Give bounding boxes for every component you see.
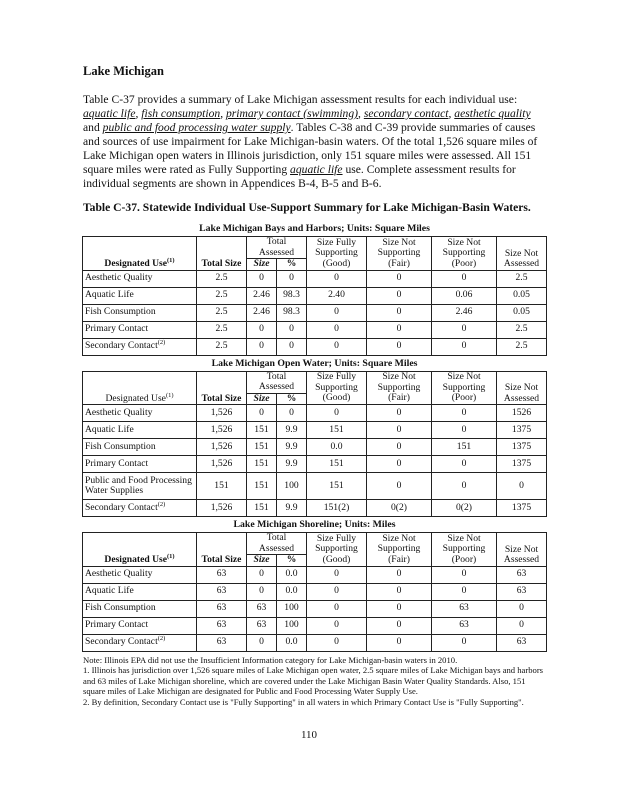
value-cell: 0 [432, 422, 497, 439]
value-cell: 0 [247, 634, 277, 651]
table-row [83, 304, 547, 321]
table-caption: Table C-37. Statewide Individual Use-Support Summary for Lake Michigan-Basin Waters. [83, 201, 531, 214]
table-title: Lake Michigan Bays and Harbors; Units: Square Miles [83, 221, 547, 237]
page-number: 110 [300, 729, 318, 742]
value-cell: 0.0 [277, 634, 307, 651]
intro-paragraph: Table C-37 provides a summary of Lake Michigan assessment results for each individual use: aquatic life, fish consumption, primary contact (swimming), secondary contact, aesthetic quality and public and food processing water supply. Tables C-38 and C-39 provide summaries of causes and sources of use impairment for Lake Michigan-basin waters. Of the total 1,526 square miles of Lake Michigan open waters in Illinois jurisdiction, only 151 square miles were assessed. All 151 square miles were rated as Fully Supporting aquatic life use. Complete assessment results for individual segments are shown in Appendices B-4, B-5 and B-6. [83, 93, 538, 190]
value-cell: 151 [307, 422, 367, 439]
col-total-size: Total Size [197, 371, 247, 405]
value-cell: 0.0 [307, 439, 367, 456]
value-cell: 1,526 [197, 439, 247, 456]
value-cell: 0(2) [367, 500, 432, 517]
table-row [83, 270, 547, 287]
col-fully-supporting: Size Fully Supporting (Good) [307, 533, 367, 567]
value-cell: 63 [432, 600, 497, 617]
use-name: Fish Consumption [85, 306, 156, 318]
col-designated-use [83, 237, 197, 271]
value-cell: 2.46 [432, 304, 497, 321]
col-fully-supporting: Size Fully Supporting (Good) [307, 237, 367, 271]
table-row [83, 405, 547, 422]
value-cell: 0 [307, 566, 367, 583]
col-designated-use [83, 533, 197, 567]
col-assessed-size: Size [247, 393, 277, 405]
value-cell: 1375 [497, 439, 547, 456]
value-cell: 0 [277, 405, 307, 422]
value-cell: 0 [367, 270, 432, 287]
value-cell: 63 [247, 600, 277, 617]
value-cell: 0 [367, 287, 432, 304]
footnote-ref: (2) [157, 339, 166, 347]
value-cell: 151 [307, 456, 367, 473]
value-cell: 0 [367, 566, 432, 583]
col-designated-use [83, 371, 197, 405]
col-not-supporting-fair: Size Not Supporting (Fair) [367, 533, 432, 567]
use-cell [83, 500, 197, 517]
value-cell: 151 [247, 422, 277, 439]
value-cell: 63 [197, 617, 247, 634]
value-cell: 100 [277, 600, 307, 617]
value-cell: 0.05 [497, 304, 547, 321]
value-cell: 2.5 [497, 270, 547, 287]
value-cell: 2.5 [497, 321, 547, 338]
value-cell: 0 [277, 338, 307, 355]
use-name: Aesthetic Quality [85, 272, 153, 284]
footnote-1: 1. Illinois has jurisdiction over 1,526 square miles of Lake Michigan open water, 2.5 square miles of Lake Michigan bays and harbors and 63 miles of Lake Michigan shoreline, which are covered under the Lake Michigan Basin Water Quality Standards. Also, 151 square miles of Lake Michigan are designated for Public and Food Processing Water Supply Use. [83, 665, 544, 697]
table-row [83, 439, 547, 456]
value-cell: 2.5 [197, 338, 247, 355]
use-link: fish consumption [141, 107, 221, 120]
value-cell: 63 [497, 566, 547, 583]
value-cell: 2.40 [307, 287, 367, 304]
table-row [83, 456, 547, 473]
col-total-size: Total Size [197, 237, 247, 271]
value-cell: 63 [432, 617, 497, 634]
use-cell [83, 634, 197, 651]
use-name: Secondary Contact [85, 340, 158, 352]
table-row [83, 338, 547, 355]
value-cell: 0 [432, 405, 497, 422]
col-assessed-pct: % [277, 393, 307, 405]
col-total-assessed: Total Assessed [247, 237, 307, 259]
col-not-supporting-poor: Size Not Supporting (Poor) [432, 237, 497, 271]
footnote-ref: (1) [165, 391, 174, 399]
value-cell: 0 [432, 566, 497, 583]
value-cell: 0 [307, 600, 367, 617]
table-title: Lake Michigan Open Water; Units: Square Miles [83, 356, 547, 372]
value-cell: 0 [247, 321, 277, 338]
use-cell [83, 439, 197, 456]
shoreline-table [82, 517, 547, 652]
header-text: Designated Use [105, 392, 166, 404]
value-cell: 0 [247, 566, 277, 583]
value-cell: 0 [277, 321, 307, 338]
value-cell: 98.3 [277, 287, 307, 304]
value-cell: 0 [307, 583, 367, 600]
value-cell: 0 [247, 270, 277, 287]
value-cell: 1375 [497, 500, 547, 517]
table-row [83, 566, 547, 583]
section-heading: Lake Michigan [83, 64, 164, 78]
table-row [83, 600, 547, 617]
value-cell: 0.0 [277, 566, 307, 583]
value-cell: 0 [367, 634, 432, 651]
page-content [82, 64, 548, 742]
use-name: Aquatic Life [85, 289, 134, 301]
col-not-supporting-poor: Size Not Supporting (Poor) [432, 533, 497, 567]
value-cell: 0 [367, 439, 432, 456]
value-cell: 9.9 [277, 500, 307, 517]
value-cell: 0 [497, 617, 547, 634]
table-row [83, 287, 547, 304]
use-cell [83, 405, 197, 422]
value-cell: 0 [432, 634, 497, 651]
value-cell: 0 [432, 270, 497, 287]
table-title: Lake Michigan Shoreline; Units: Miles [83, 517, 547, 533]
value-cell: 1375 [497, 422, 547, 439]
value-cell: 1,526 [197, 405, 247, 422]
value-cell: 0 [432, 583, 497, 600]
col-assessed-size: Size [247, 555, 277, 567]
table-row [83, 473, 547, 500]
value-cell: 151 [247, 456, 277, 473]
value-cell: 2.5 [197, 321, 247, 338]
value-cell: 2.5 [197, 304, 247, 321]
use-name: Aesthetic Quality [85, 568, 153, 580]
value-cell: 0(2) [432, 500, 497, 517]
footnote-2: 2. By definition, Secondary Contact use is "Fully Supporting" in all waters in which Primary Contact Use is "Fully Supporting". [83, 696, 524, 707]
table-row [83, 634, 547, 651]
col-not-assessed: Size Not Assessed [497, 533, 547, 567]
use-link: public and food processing water supply [102, 121, 291, 134]
use-link: primary contact (swimming) [225, 107, 359, 120]
open-water-table [82, 356, 547, 518]
use-cell [83, 583, 197, 600]
use-cell [83, 600, 197, 617]
value-cell: 0 [307, 270, 367, 287]
use-name: Fish Consumption [85, 602, 156, 614]
use-link: secondary contact [363, 107, 449, 120]
value-cell: 63 [497, 583, 547, 600]
table-row [83, 422, 547, 439]
use-name: Secondary Contact [85, 501, 158, 513]
value-cell: 0 [497, 600, 547, 617]
use-cell [83, 287, 197, 304]
value-cell: 0 [307, 405, 367, 422]
value-cell: 0 [432, 321, 497, 338]
bays-harbors-table [82, 221, 547, 356]
use-link: aquatic life [83, 107, 136, 120]
footnote-ref: (2) [157, 500, 166, 508]
col-assessed-pct: % [277, 555, 307, 567]
use-name: Secondary Contact [85, 636, 158, 648]
col-assessed-pct: % [277, 259, 307, 271]
value-cell: 100 [277, 473, 307, 500]
use-name: Primary Contact [85, 457, 149, 469]
value-cell: 2.46 [247, 304, 277, 321]
use-cell [83, 304, 197, 321]
value-cell: 151(2) [307, 500, 367, 517]
value-cell: 0 [367, 338, 432, 355]
use-name: Aesthetic Quality [85, 406, 153, 418]
value-cell: 0 [432, 338, 497, 355]
value-cell: 0 [367, 473, 432, 500]
value-cell: 2.5 [197, 287, 247, 304]
value-cell: 0.06 [432, 287, 497, 304]
use-cell [83, 566, 197, 583]
col-total-assessed: Total Assessed [247, 533, 307, 555]
use-cell [83, 473, 197, 500]
value-cell: 0 [367, 321, 432, 338]
value-cell: 63 [197, 583, 247, 600]
value-cell: 0 [432, 456, 497, 473]
value-cell: 1,526 [197, 422, 247, 439]
value-cell: 0 [367, 583, 432, 600]
value-cell: 0 [367, 456, 432, 473]
value-cell: 63 [197, 634, 247, 651]
value-cell: 100 [277, 617, 307, 634]
table-row [83, 500, 547, 517]
value-cell: 0 [277, 270, 307, 287]
col-total-size: Total Size [197, 533, 247, 567]
col-not-assessed: Size Not Assessed [497, 371, 547, 405]
use-name: Fish Consumption [85, 440, 156, 452]
table-row [83, 321, 547, 338]
para-text: Table C-37 provides a summary of Lake Michigan assessment results for each individual use: [83, 93, 518, 106]
value-cell: 151 [247, 439, 277, 456]
value-cell: 1,526 [197, 456, 247, 473]
table-row [83, 583, 547, 600]
value-cell: 63 [247, 617, 277, 634]
value-cell: 0 [432, 473, 497, 500]
col-not-supporting-fair: Size Not Supporting (Fair) [367, 371, 432, 405]
use-name: Public and Food Processing Water Supplies [85, 474, 192, 496]
table-row [83, 617, 547, 634]
value-cell: 0 [247, 338, 277, 355]
para-text: use. Complete assessment results for individual segments are shown in Appendices B-4, B-5 and B-6. [83, 163, 516, 190]
col-fully-supporting: Size Fully Supporting (Good) [307, 371, 367, 405]
para-text: . Tables C-38 and C-39 provide summaries of causes and sources of use impairment for Lake Michigan-basin waters. Of the total 1,526 square miles of Lake Michigan open waters in Illinois jurisdiction, only 151 square miles were assessed. All 151 square miles were rated as Fully Supporting [83, 121, 538, 176]
value-cell: 0 [367, 422, 432, 439]
col-total-assessed: Total Assessed [247, 371, 307, 393]
value-cell: 151 [247, 500, 277, 517]
value-cell: 63 [197, 566, 247, 583]
use-cell [83, 617, 197, 634]
value-cell: 9.9 [277, 422, 307, 439]
footnote-ref: (2) [157, 635, 166, 643]
value-cell: 0 [307, 338, 367, 355]
use-link: aesthetic quality [454, 107, 531, 120]
value-cell: 2.5 [497, 338, 547, 355]
value-cell: 151 [307, 473, 367, 500]
value-cell: 0 [247, 583, 277, 600]
value-cell: 151 [432, 439, 497, 456]
note: Note: Illinois EPA did not use the Insufficient Information category for Lake Michigan-basin waters in 2010. [83, 654, 458, 665]
value-cell: 1526 [497, 405, 547, 422]
value-cell: 0 [367, 617, 432, 634]
value-cell: 1375 [497, 456, 547, 473]
col-assessed-size: Size [247, 259, 277, 271]
value-cell: 0 [497, 473, 547, 500]
value-cell: 0 [307, 304, 367, 321]
use-cell [83, 456, 197, 473]
use-name: Primary Contact [85, 619, 149, 631]
header-text: Designated Use [104, 554, 168, 565]
value-cell: 0 [247, 405, 277, 422]
value-cell: 0 [307, 321, 367, 338]
value-cell: 0 [367, 304, 432, 321]
value-cell: 63 [197, 600, 247, 617]
value-cell: 1,526 [197, 500, 247, 517]
col-not-supporting-fair: Size Not Supporting (Fair) [367, 237, 432, 271]
footnote-ref: (1) [167, 256, 175, 264]
value-cell: 0 [307, 617, 367, 634]
col-not-assessed: Size Not Assessed [497, 237, 547, 271]
use-cell [83, 270, 197, 287]
para-text: and [83, 121, 100, 134]
value-cell: 9.9 [277, 456, 307, 473]
use-name: Aquatic Life [85, 585, 134, 597]
value-cell: 0.05 [497, 287, 547, 304]
value-cell: 0.0 [277, 583, 307, 600]
table-notes [83, 655, 545, 708]
value-cell: 0 [367, 600, 432, 617]
use-name: Aquatic Life [85, 423, 134, 435]
use-cell [83, 321, 197, 338]
value-cell: 0 [307, 634, 367, 651]
use-cell [83, 422, 197, 439]
value-cell: 2.5 [197, 270, 247, 287]
use-link: aquatic life [290, 163, 343, 176]
value-cell: 63 [497, 634, 547, 651]
use-name: Primary Contact [85, 323, 149, 335]
value-cell: 98.3 [277, 304, 307, 321]
header-text: Designated Use [104, 258, 168, 269]
footnote-ref: (1) [167, 552, 175, 560]
value-cell: 2.46 [247, 287, 277, 304]
use-cell [83, 338, 197, 355]
value-cell: 151 [197, 473, 247, 500]
value-cell: 0 [367, 405, 432, 422]
col-not-supporting-poor: Size Not Supporting (Poor) [432, 371, 497, 405]
value-cell: 9.9 [277, 439, 307, 456]
value-cell: 151 [247, 473, 277, 500]
